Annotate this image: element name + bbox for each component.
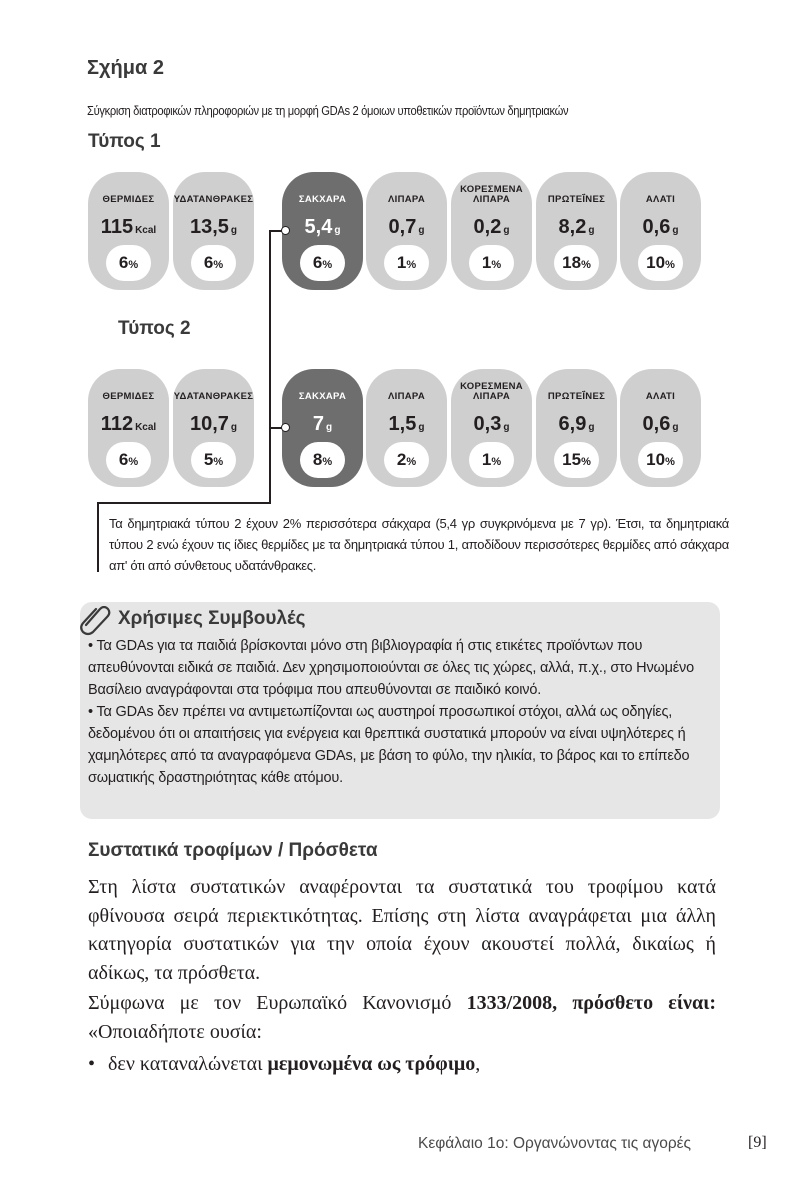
footer-chapter: Κεφάλαιο 1ο: Οργανώνοντας τις αγορές: [418, 1135, 692, 1152]
gda-name: ΣΑΚΧΑΡΑ: [298, 194, 347, 205]
gda-percent: 5%: [191, 442, 236, 478]
gda-card: [88, 172, 169, 290]
figure-title: Σχήμα 2: [87, 57, 164, 79]
gda-card: [173, 369, 254, 487]
tip-item: • Τα GDAs για τα παιδιά βρίσκονται μόνο στη βιβλιογραφία ή στις ετικέτες προϊόντων που απευθύνονται ειδικά σε παιδιά. Δεν χρησιμοποιούνται σε όλες τις χώρες, αλλά, π.χ., στο Ηνωμένο Βασίλειο αναγράφονται στα τρόφιμα που απευθύνονται σε παιδικό κοινό.: [88, 638, 694, 698]
gda-name: ΥΔΑΤΑΝΘΡΑΚΕΣ: [173, 194, 254, 205]
gda-card: [536, 172, 617, 290]
gda-value: 8,2 g: [558, 216, 595, 238]
gda-value: 0,3 g: [473, 413, 510, 435]
gda-value: 0,7 g: [388, 216, 425, 238]
gda-value: 6,9 g: [558, 413, 595, 435]
gda-card: [282, 172, 363, 290]
gda-name: ΥΔΑΤΑΝΘΡΑΚΕΣ: [173, 391, 254, 402]
gda-percent: 18%: [554, 245, 599, 281]
gda-percent: 8%: [300, 442, 345, 478]
gda-percent: 6%: [191, 245, 236, 281]
gda-percent: 6%: [106, 442, 151, 478]
gda-percent: 1%: [469, 442, 514, 478]
gda-card: [88, 369, 169, 487]
connector-dot: [281, 423, 290, 432]
tips-title: Χρήσιμες Συμβουλές: [118, 608, 306, 629]
gda-name: ΑΛΑΤΙ: [645, 391, 676, 402]
gda-name: ΚΟΡΕΣΜΕΝΑ ΛΙΠΑΡΑ: [460, 381, 523, 402]
gda-card: [366, 369, 447, 487]
gda-percent: 6%: [300, 245, 345, 281]
gda-row-type2: [88, 369, 708, 487]
gda-name: ΘΕΡΜΙΔΕΣ: [102, 391, 155, 402]
gda-name: ΠΡΩΤΕΪ́ΝΕΣ: [547, 194, 606, 205]
gda-percent: 2%: [384, 442, 429, 478]
section-title: Συστατικά τροφίμων / Πρόσθετα: [88, 840, 378, 861]
gda-percent: 10%: [638, 245, 683, 281]
connector-line: [97, 502, 99, 572]
connector-dot: [281, 226, 290, 235]
gda-card: [536, 369, 617, 487]
gda-card: [282, 369, 363, 487]
gda-name: ΛΙΠΑΡΑ: [388, 194, 425, 205]
gda-name: ΘΕΡΜΙΔΕΣ: [102, 194, 155, 205]
gda-value: 1,5 g: [388, 413, 425, 435]
gda-percent: 6%: [106, 245, 151, 281]
gda-card: [366, 172, 447, 290]
tips-body: [88, 635, 716, 789]
gda-value: 5,4 g: [304, 216, 341, 238]
explanation-text: Τα δημητριακά τύπου 2 έχουν 2% περισσότερα σάκχαρα (5,4 γρ συγκρινόμενα με 7 γρ). Έτσι, τα δημητριακά τύπου 2 ενώ έχουν τις ίδιες θερμίδες με τα δημητριακά τύπου 1, αποδίδουν περισσότερες θερμίδες από σάκχαρα απ' ότι από σύνθετους υδατάνθρακες.: [109, 516, 729, 573]
gda-value: 112 Kcal: [100, 413, 157, 435]
gda-value: 0,6 g: [642, 413, 679, 435]
gda-value: 7 g: [312, 413, 333, 435]
type2-label: Τύπος 2: [118, 318, 191, 339]
gda-name: ΑΛΑΤΙ: [645, 194, 676, 205]
gda-name: ΛΙΠΑΡΑ: [388, 391, 425, 402]
gda-value: 13,5 g: [189, 216, 238, 238]
list-item: • δεν καταναλώνεται μεμονωμένα ως τρόφιμο,: [88, 1053, 481, 1075]
gda-card: [620, 172, 701, 290]
gda-row-type1: [88, 172, 708, 290]
figure-caption: Σύγκριση διατροφικών πληροφοριών με τη μορφή GDAs 2 όμοιων υποθετικών προϊόντων δημητριακών: [87, 103, 569, 118]
gda-card: [173, 172, 254, 290]
gda-value: 0,2 g: [473, 216, 510, 238]
gda-name: ΚΟΡΕΣΜΕΝΑ ΛΙΠΑΡΑ: [460, 184, 523, 205]
gda-value: 10,7 g: [189, 413, 238, 435]
gda-card: [451, 172, 532, 290]
gda-value: 115 Kcal: [100, 216, 157, 238]
tip-item: • Τα GDAs δεν πρέπει να αντιμετωπίζονται ως αυστηροί προσωπικοί στόχοι, αλλά ως οδηγίες, δεδομένου ότι οι απαιτήσεις για ενέργεια και θρεπτικά συστατικά μπορούν να είναι υψηλότερες ή χαμηλότερες από τα αναγραφόμενα GDAs, με βάση το φύλο, την ηλικία, το βάρος και το επίπεδο σωματικής δραστηριότητας κάθε ατόμου.: [88, 704, 690, 786]
type1-label: Τύπος 1: [88, 131, 161, 152]
gda-percent: 10%: [638, 442, 683, 478]
gda-name: ΠΡΩΤΕΪ́ΝΕΣ: [547, 391, 606, 402]
connector-line: [269, 230, 271, 503]
gda-value: 0,6 g: [642, 216, 679, 238]
gda-percent: 1%: [384, 245, 429, 281]
gda-card: [620, 369, 701, 487]
paragraph: Στη λίστα συστατικών αναφέρονται τα συστατικά του τροφίμου κατά φθίνουσα σειρά περιεκτικότητας. Επίσης στη λίστα αναγράφεται μια άλλη κατηγορία συστατικών για την οποία έχουν ακουστεί πολλά, δικαίως ή αδίκως, τα πρόσθετα.: [88, 876, 716, 984]
paragraph: Σύμφωνα με τον Ευρωπαϊκό Κανονισμό 1333/2008, πρόσθετο είναι: «Οποιαδήποτε ουσία:: [88, 992, 716, 1043]
gda-name: ΣΑΚΧΑΡΑ: [298, 391, 347, 402]
gda-percent: 15%: [554, 442, 599, 478]
page-number: [9]: [748, 1134, 767, 1151]
gda-card: [451, 369, 532, 487]
gda-percent: 1%: [469, 245, 514, 281]
connector-line: [97, 502, 271, 504]
